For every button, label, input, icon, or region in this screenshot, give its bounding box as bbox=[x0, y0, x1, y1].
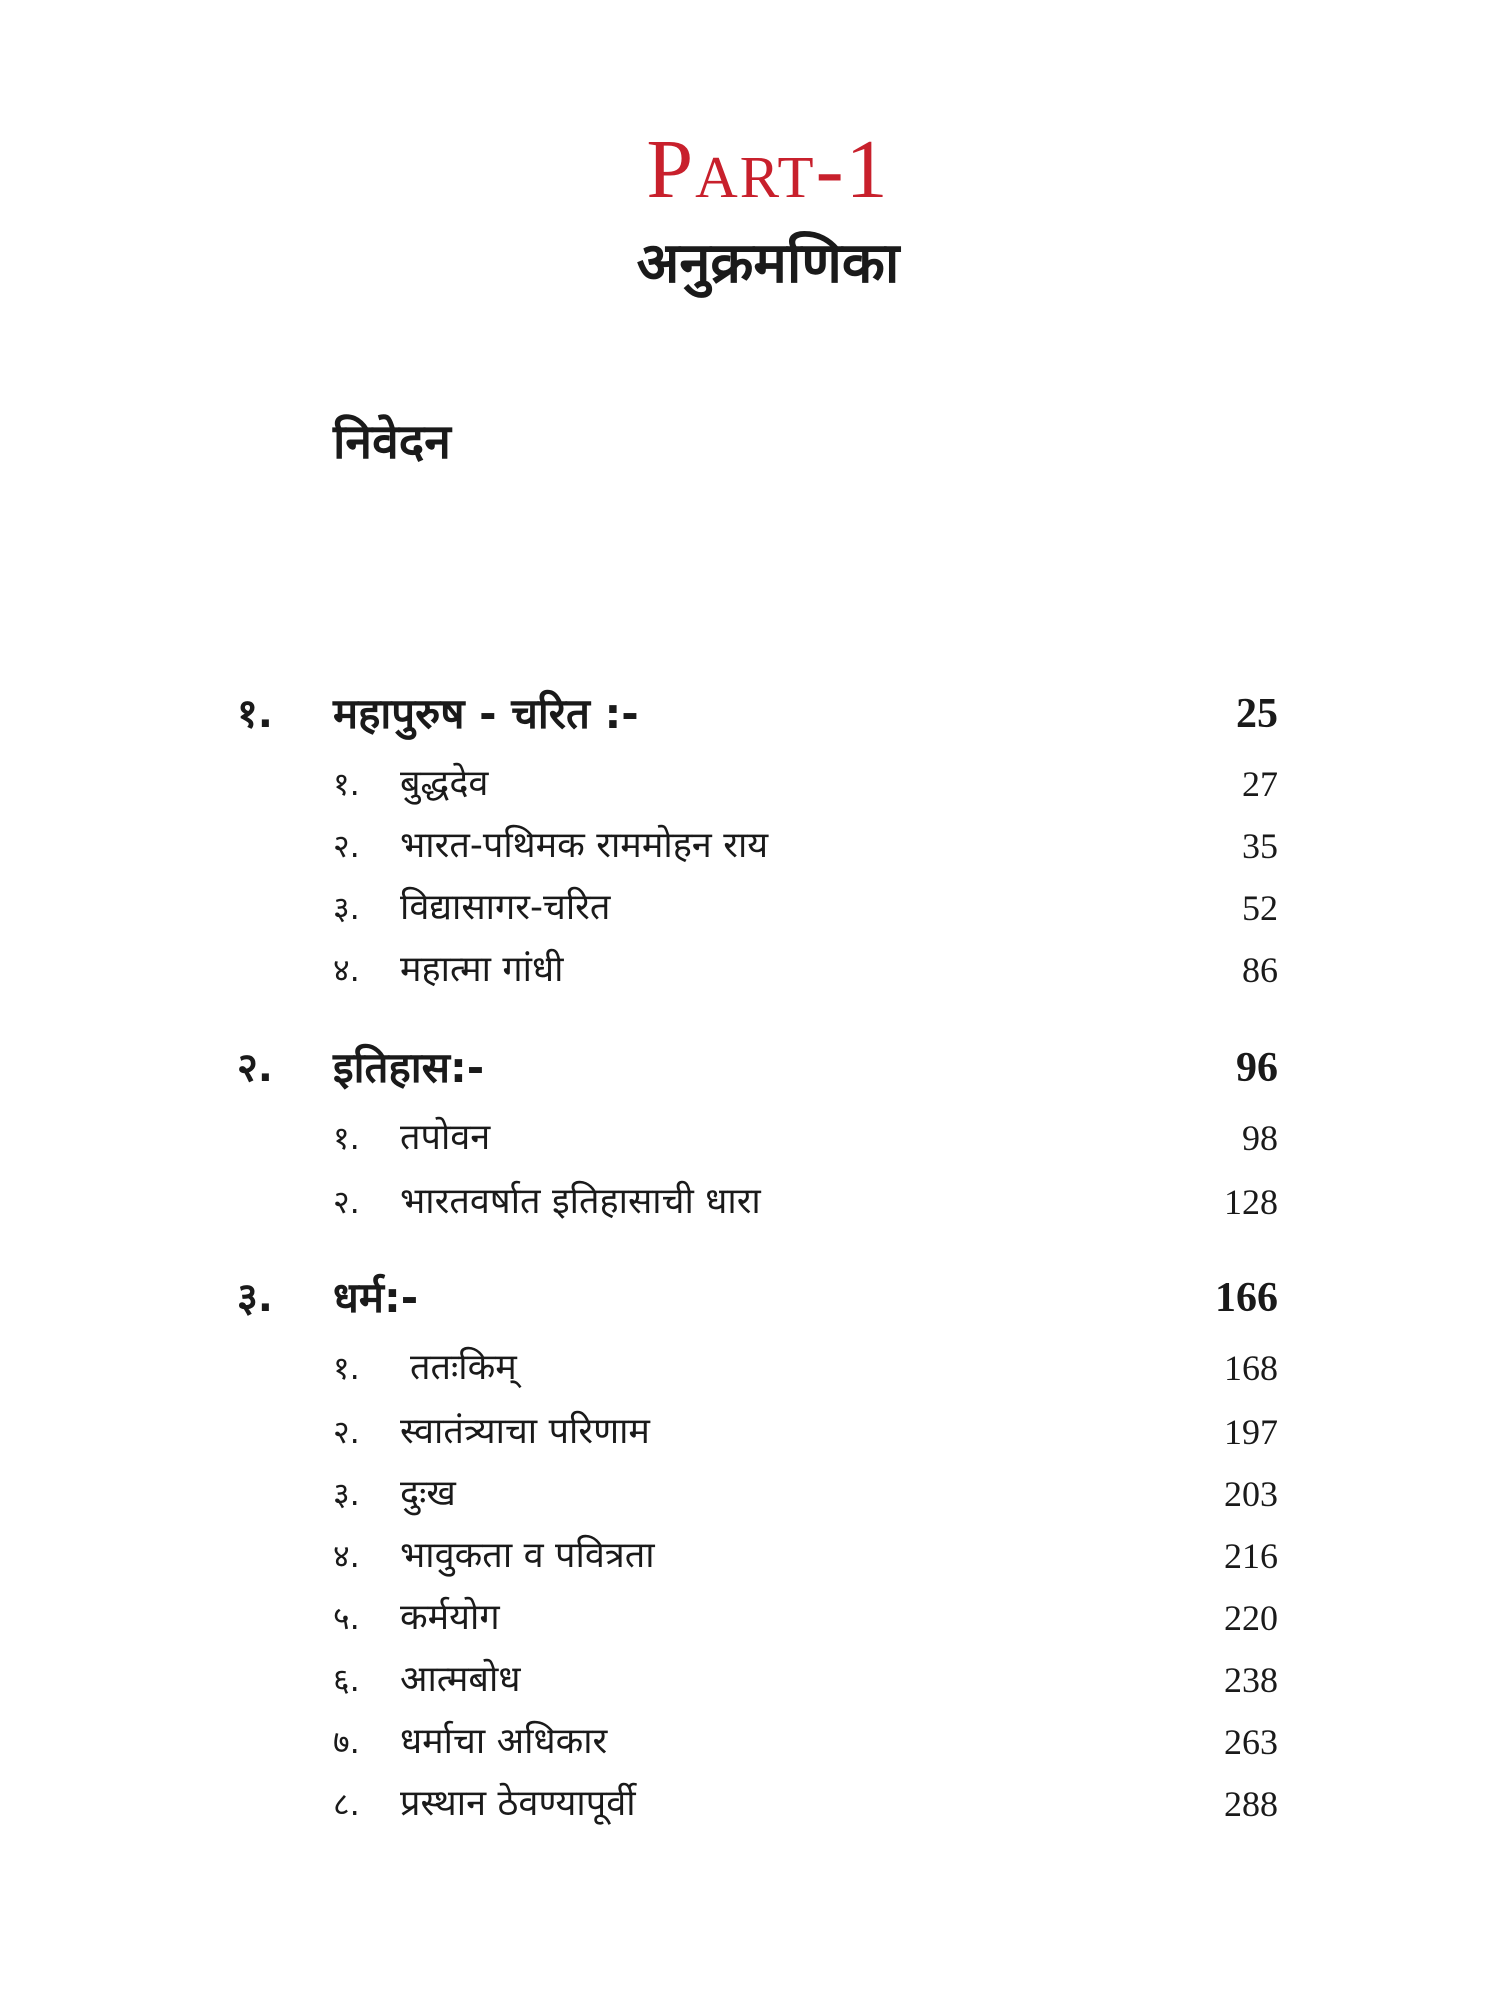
entry-page-number: 168 bbox=[1224, 1348, 1278, 1388]
entry-page-number: 288 bbox=[1224, 1784, 1278, 1824]
toc-entry bbox=[0, 1776, 1500, 1832]
toc-entry bbox=[0, 1652, 1500, 1708]
toc-entry bbox=[0, 1110, 1500, 1166]
entry-page-number: 238 bbox=[1224, 1660, 1278, 1700]
entry-page-number: 52 bbox=[1242, 888, 1278, 928]
entry-number: ७. bbox=[333, 1723, 360, 1761]
entry-number: ६. bbox=[333, 1661, 360, 1699]
entry-title: स्वातंत्र्याचा परिणाम bbox=[400, 1411, 650, 1452]
entry-title: ततःकिम् bbox=[410, 1347, 517, 1388]
entry-number: २. bbox=[333, 1413, 360, 1451]
entry-page-number: 216 bbox=[1224, 1536, 1278, 1576]
entry-title: प्रस्थान ठेवण्यापूर्वी bbox=[400, 1783, 636, 1824]
entry-page-number: 197 bbox=[1224, 1412, 1278, 1452]
part-title-text: Part-1 bbox=[646, 123, 890, 216]
entry-title: बुद्धदेव bbox=[400, 763, 489, 804]
entry-page-number: 98 bbox=[1242, 1118, 1278, 1158]
entry-title: महात्मा गांधी bbox=[400, 949, 564, 990]
toc-section bbox=[0, 1266, 1500, 1330]
entry-number: २. bbox=[333, 827, 360, 865]
section-number: २. bbox=[237, 1045, 273, 1091]
entry-title: दुःख bbox=[400, 1473, 456, 1514]
entry-number: ४. bbox=[333, 951, 360, 989]
entry-number: १. bbox=[333, 1119, 360, 1157]
index-heading: अनुक्रमणिका bbox=[636, 231, 900, 296]
entry-title: भारत-पथिमक राममोहन राय bbox=[400, 825, 769, 866]
section-page-number: 96 bbox=[1236, 1045, 1278, 1091]
entry-number: १. bbox=[333, 1349, 360, 1387]
entry-number: ३. bbox=[333, 889, 360, 927]
entry-title: आत्मबोध bbox=[400, 1659, 521, 1700]
section-title: महापुरुष - चरित :- bbox=[333, 689, 639, 738]
section-page-number: 25 bbox=[1236, 691, 1278, 737]
toc-entry bbox=[0, 1590, 1500, 1646]
entry-title: भावुकता व पवित्रता bbox=[400, 1535, 655, 1576]
section-title: धर्म:- bbox=[333, 1273, 419, 1322]
toc-entry bbox=[0, 756, 1500, 812]
entry-number: ५. bbox=[333, 1599, 360, 1637]
entry-title: तपोवन bbox=[400, 1117, 491, 1158]
entry-page-number: 203 bbox=[1224, 1474, 1278, 1514]
section-number: १. bbox=[237, 691, 273, 737]
toc-entry bbox=[0, 880, 1500, 936]
toc-entry bbox=[0, 1466, 1500, 1522]
section-number: ३. bbox=[237, 1275, 273, 1321]
toc-entry bbox=[0, 818, 1500, 874]
section-page-number: 166 bbox=[1215, 1275, 1278, 1321]
toc-entry bbox=[0, 1340, 1500, 1396]
entry-number: ८. bbox=[333, 1785, 360, 1823]
toc-entry bbox=[0, 942, 1500, 998]
entry-number: १. bbox=[333, 765, 360, 803]
toc-entry bbox=[0, 1714, 1500, 1770]
entry-number: २. bbox=[333, 1183, 360, 1221]
part-title bbox=[0, 123, 1500, 216]
entry-title: भारतवर्षात इतिहासाची धारा bbox=[400, 1181, 761, 1222]
entry-page-number: 27 bbox=[1242, 764, 1278, 804]
preface-heading: निवेदन bbox=[333, 414, 451, 470]
entry-page-number: 86 bbox=[1242, 950, 1278, 990]
section-title: इतिहास:- bbox=[333, 1043, 485, 1092]
entry-page-number: 35 bbox=[1242, 826, 1278, 866]
entry-page-number: 128 bbox=[1224, 1182, 1278, 1222]
entry-title: धर्माचा अधिकार bbox=[400, 1721, 608, 1762]
entry-title: कर्मयोग bbox=[400, 1597, 500, 1638]
entry-title: विद्यासागर-चरित bbox=[400, 887, 611, 928]
toc-section bbox=[0, 1036, 1500, 1100]
entry-page-number: 220 bbox=[1224, 1598, 1278, 1638]
toc-entry bbox=[0, 1174, 1500, 1230]
toc-section bbox=[0, 682, 1500, 746]
toc-entry bbox=[0, 1528, 1500, 1584]
entry-number: ४. bbox=[333, 1537, 360, 1575]
entry-number: ३. bbox=[333, 1475, 360, 1513]
entry-page-number: 263 bbox=[1224, 1722, 1278, 1762]
toc-entry bbox=[0, 1404, 1500, 1460]
